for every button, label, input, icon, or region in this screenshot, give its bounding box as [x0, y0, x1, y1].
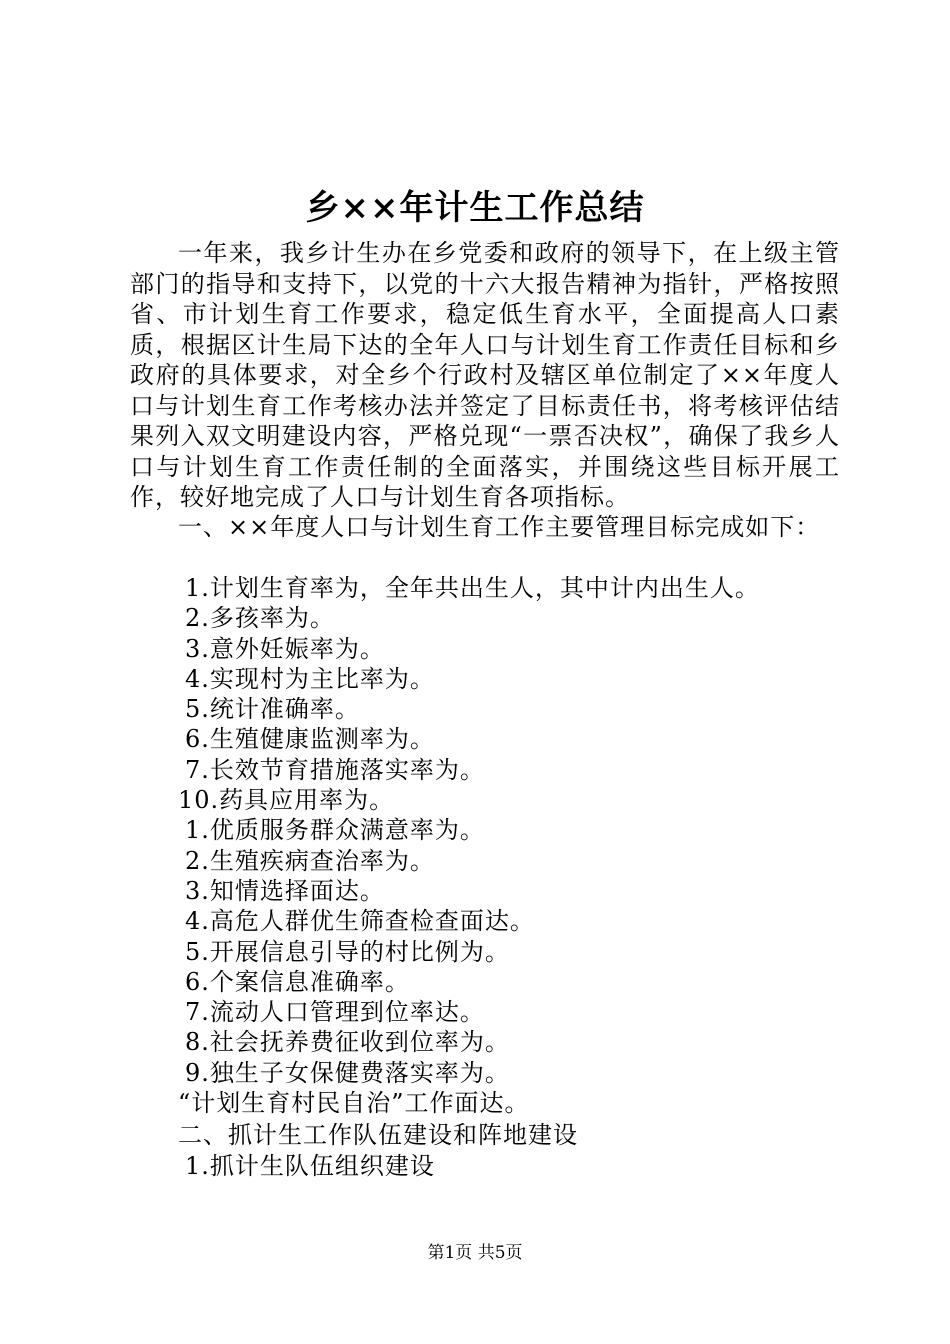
- list-item: 5.开展信息引导的村比例为。: [185, 937, 510, 966]
- list-item: 8.社会抚养费征收到位率为。: [185, 1028, 510, 1057]
- list-item: 2.多孩率为。: [185, 604, 335, 633]
- list-item: 9.独生子女保健费落实率为。: [185, 1058, 510, 1087]
- section-heading-2: 二、抓计生工作队伍建设和阵地建设: [178, 1121, 578, 1149]
- list-item: “计划生育村民自治”工作面达。: [178, 1089, 530, 1118]
- list-item: 1.优质服务群众满意率为。: [185, 816, 485, 845]
- document-title: 乡××年计生工作总结: [305, 188, 645, 228]
- list-item: 4.实现村为主比率为。: [185, 664, 435, 693]
- list-item: 3.知情选择面达。: [185, 876, 385, 905]
- target-list: [130, 573, 850, 1118]
- list-item: 6.生殖健康监测率为。: [185, 725, 435, 754]
- subsection-heading: 1.抓计生队伍组织建设: [185, 1152, 435, 1180]
- list-item: 6.个案信息准确率。: [185, 967, 410, 996]
- list-item: 7.流动人口管理到位率达。: [185, 998, 485, 1027]
- intro-paragraph: 一年来，我乡计生办在乡党委和政府的领导下，在上级主管部门的指导和支持下，以党的十六大报告精神为指针，严格按照省、市计划生育工作要求，稳定低生育水平，全面提高人口素质，根据区计生局下达的全年人口与计划生育工作责任目标和乡政府的具体要求，对全乡个行政村及辖区单位制定了××年度人口与计划生育工作考核办法并签定了目标责任书，将考核评估结果列入双文明建设内容，严格兑现“一票否决权”，确保了我乡人口与计划生育工作责任制的全面落实，并围绕这些目标开展工作，较好地完成了人口与计划生育各项指标。: [130, 239, 840, 511]
- list-item: 7.长效节育措施落实率为。: [185, 755, 485, 784]
- list-item: 3.意外妊娠率为。: [185, 634, 385, 663]
- list-item: 10.药具应用率为。: [178, 786, 395, 815]
- section-heading-1: 一、××年度人口与计划生育工作主要管理目标完成如下：: [178, 513, 821, 541]
- list-item: 1.计划生育率为，全年共出生人，其中计内出生人。: [185, 574, 760, 602]
- page-number: 第1页 共5页: [427, 1243, 523, 1263]
- list-item: 4.高危人群优生筛查检查面达。: [185, 907, 535, 936]
- list-item: 5.统计准确率。: [185, 695, 360, 724]
- list-item: 2.生殖疾病查治率为。: [185, 846, 435, 875]
